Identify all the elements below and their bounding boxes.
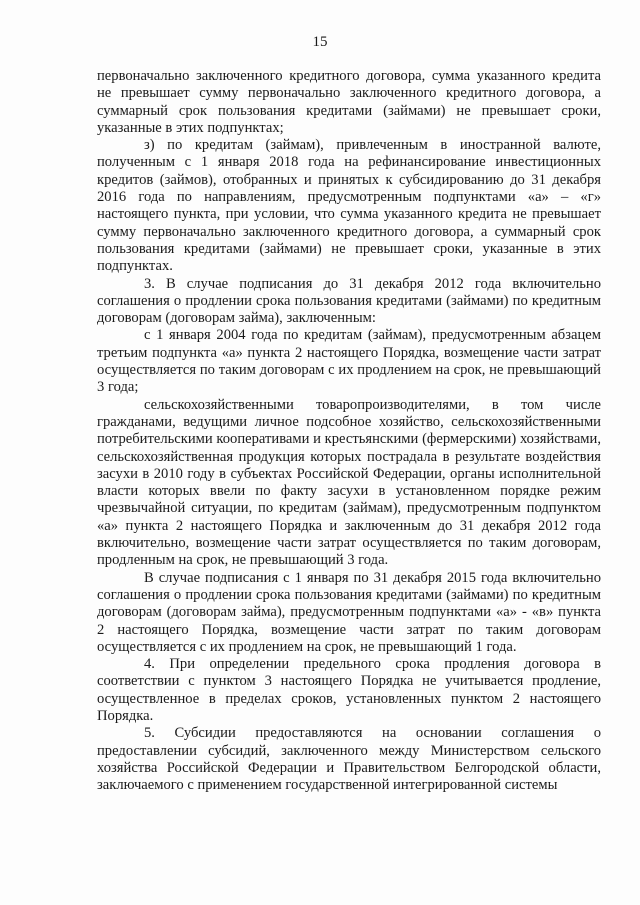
paragraph-item-3: 3. В случае подписания до 31 декабря 2012 года включительно соглашения о продлении срока пользования кредитами (займами) по кредитным договорам (договорам займа), заключенным: (97, 275, 601, 327)
page-number: 15 (312, 34, 328, 50)
paragraph-item-3-drought: сельскохозяйственными товаропроизводителями, в том числе гражданами, ведущими личное подсобное хозяйство, сельскохозяйственными потребительскими кооперативами и крестьянскими (фермерскими) хозяйствами, сельскохозяйственная продукция которых пострадала в результате воздействия засухи в 2010 году в субъектах Российской Федерации, органы исполнительной власти которых ввели по факту засухи в установленном порядке режим чрезвычайной ситуации, по кредитам (займам), предусмотренным подпунктом «а» пункта 2 настоящего Порядка и заключенным до 31 декабря 2012 года включительно, возмещение части затрат осуществляется по таким договорам, продленным на срок, не превышающий 3 года. (97, 396, 601, 569)
paragraph-item-3-2015: В случае подписания с 1 января по 31 декабря 2015 года включительно соглашения о продлении срока пользования кредитами (займами) по кредитным договорам (договорам займа), предусмотренным подпунктами «а» - «в» пункта 2 настоящего Порядка, возмещение части затрат по таким договорам осуществляется с их продлением на срок, не превышающий 1 года. (97, 569, 601, 655)
paragraph-item-3-case-2004: с 1 января 2004 года по кредитам (займам), предусмотренным абзацем третьим подпункта «а» пункта 2 настоящего Порядка, возмещение части затрат осуществляется по таким договорам с их продлением на срок, не превышающий 3 года; (97, 327, 601, 396)
paragraph-continuation: первоначально заключенного кредитного договора, сумма указанного кредита не превышает сумму первоначально заключенного кредитного договора, а суммарный срок пользования кредитами (займами) не превышает сроки, указанные в этих подпунктах; (97, 68, 601, 136)
document-body (97, 68, 601, 794)
paragraph-item-5: 5. Субсидии предоставляются на основании соглашения о предоставлении субсидий, заключенного между Министерством сельского хозяйства Российской Федерации и Правительством Белгородской области, заключаемого с применением государственной интегрированной системы (97, 725, 601, 794)
paragraph-item-4: 4. При определении предельного срока продления договора в соответствии с пунктом 3 настоящего Порядка не учитывается продление, осуществленное в пределах сроков, установленных пунктом 2 настоящего Порядка. (97, 656, 601, 724)
paragraph-subitem-z: з) по кредитам (займам), привлеченным в иностранной валюте, полученным с 1 января 2018 года на рефинансирование инвестиционных кредитов (займов), отобранных и принятых к субсидированию до 31 декабря 2016 года по направлениям, предусмотренным подпунктами «а» – «г» настоящего пункта, при условии, что сумма указанного кредита не превышает сумму первоначально заключенного кредитного договора, а суммарный срок пользования кредитами (займами) не превышает сроки, указанные в этих подпунктах. (97, 137, 601, 275)
